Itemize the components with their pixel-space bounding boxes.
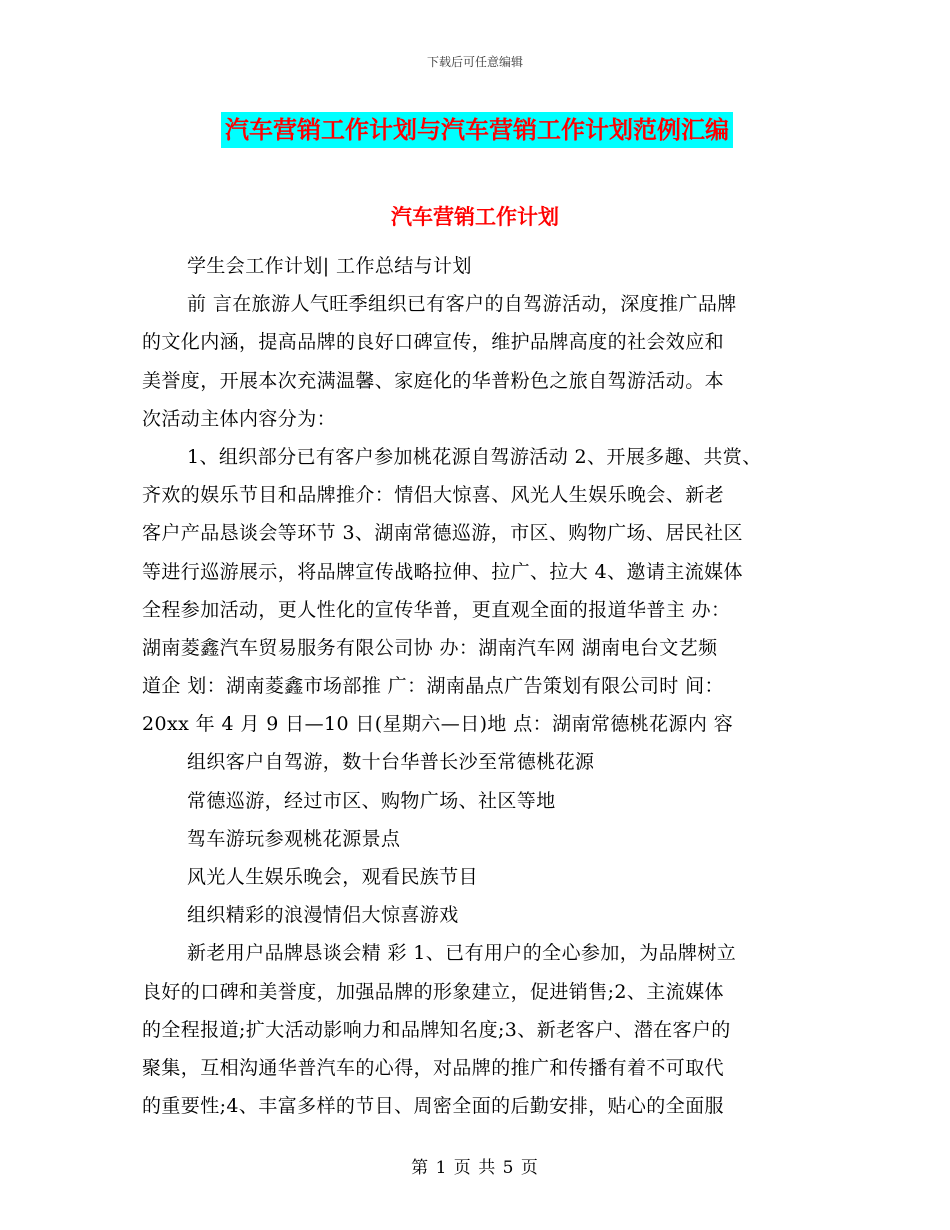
paragraph-line: 新老用户品牌恳谈会精 彩 1、已有用户的全心参加，为品牌树立 [187, 942, 737, 965]
paragraph-line: 的文化内涵，提高品牌的良好口碑宣传，维护品牌高度的社会效应和 [142, 331, 725, 354]
page-footer: 第 1 页 共 5 页 [411, 1158, 539, 1178]
paragraph-line: 学生会工作计划| 工作总结与计划 [187, 255, 472, 277]
header-note: 下载后可任意编辑 [426, 55, 523, 69]
paragraph-line: 次活动主体内容分为： [142, 407, 337, 430]
paragraph-line: 等进行巡游展示，将品牌宣传战略拉伸、拉广、拉大 4、邀请主流媒体 [142, 560, 743, 583]
paragraph-line: 聚集，互相沟通华普汽车的心得，对品牌的推广和传播有着不可取代 [142, 1056, 725, 1079]
paragraph-line: 齐欢的娱乐节目和品牌推介：情侣大惊喜、风光人生娱乐晚会、新老 [142, 484, 725, 507]
section-title: 汽车营销工作计划 [391, 205, 559, 229]
paragraph-line: 的全程报道;扩大活动影响力和品牌知名度;3、新老客户、潜在客户的 [142, 1018, 731, 1041]
paragraph-line: 全程参加活动，更人性化的宣传华普，更直观全面的报道华普主 办： [142, 598, 731, 621]
paragraph-line: 常德巡游，经过市区、购物广场、社区等地 [187, 789, 556, 812]
paragraph-line: 良好的口碑和美誉度，加强品牌的形象建立，促进销售;2、主流媒体 [142, 980, 724, 1003]
paragraph-line: 20xx 年 4 月 9 日—10 日(星期六—日)地 点：湖南常德桃花源内 容 [142, 713, 734, 736]
paragraph-line: 湖南菱鑫汽车贸易服务有限公司协 办：湖南汽车网 湖南电台文艺频 [142, 636, 718, 659]
paragraph-line: 的重要性;4、丰富多样的节目、周密全面的后勤安排，贴心的全面服 [142, 1095, 724, 1118]
paragraph-line: 美誉度，开展本次充满温馨、家庭化的华普粉色之旅自驾游活动。本 [142, 369, 725, 392]
paragraph-line: 客户产品恳谈会等环节 3、湖南常德巡游，市区、购物广场、居民社区 [142, 522, 743, 545]
document-title: 汽车营销工作计划与汽车营销工作计划范例汇编 [221, 112, 733, 148]
body-text [142, 247, 812, 1125]
paragraph-line: 驾车游玩参观桃花源景点 [187, 827, 401, 850]
paragraph-line: 前 言在旅游人气旺季组织已有客户的自驾游活动，深度推广品牌 [187, 293, 737, 316]
paragraph-line: 组织精彩的浪漫情侣大惊喜游戏 [187, 904, 459, 927]
paragraph-line: 风光人生娱乐晚会，观看民族节目 [187, 866, 479, 888]
paragraph-line: 1、组织部分已有客户参加桃花源自驾游活动 2、开展多趣、共赏、 [187, 445, 762, 468]
paragraph-line: 道企 划：湖南菱鑫市场部推 广：湖南晶点广告策划有限公司时 间： [142, 675, 724, 698]
paragraph-line: 组织客户自驾游，数十台华普长沙至常德桃花源 [187, 751, 595, 774]
